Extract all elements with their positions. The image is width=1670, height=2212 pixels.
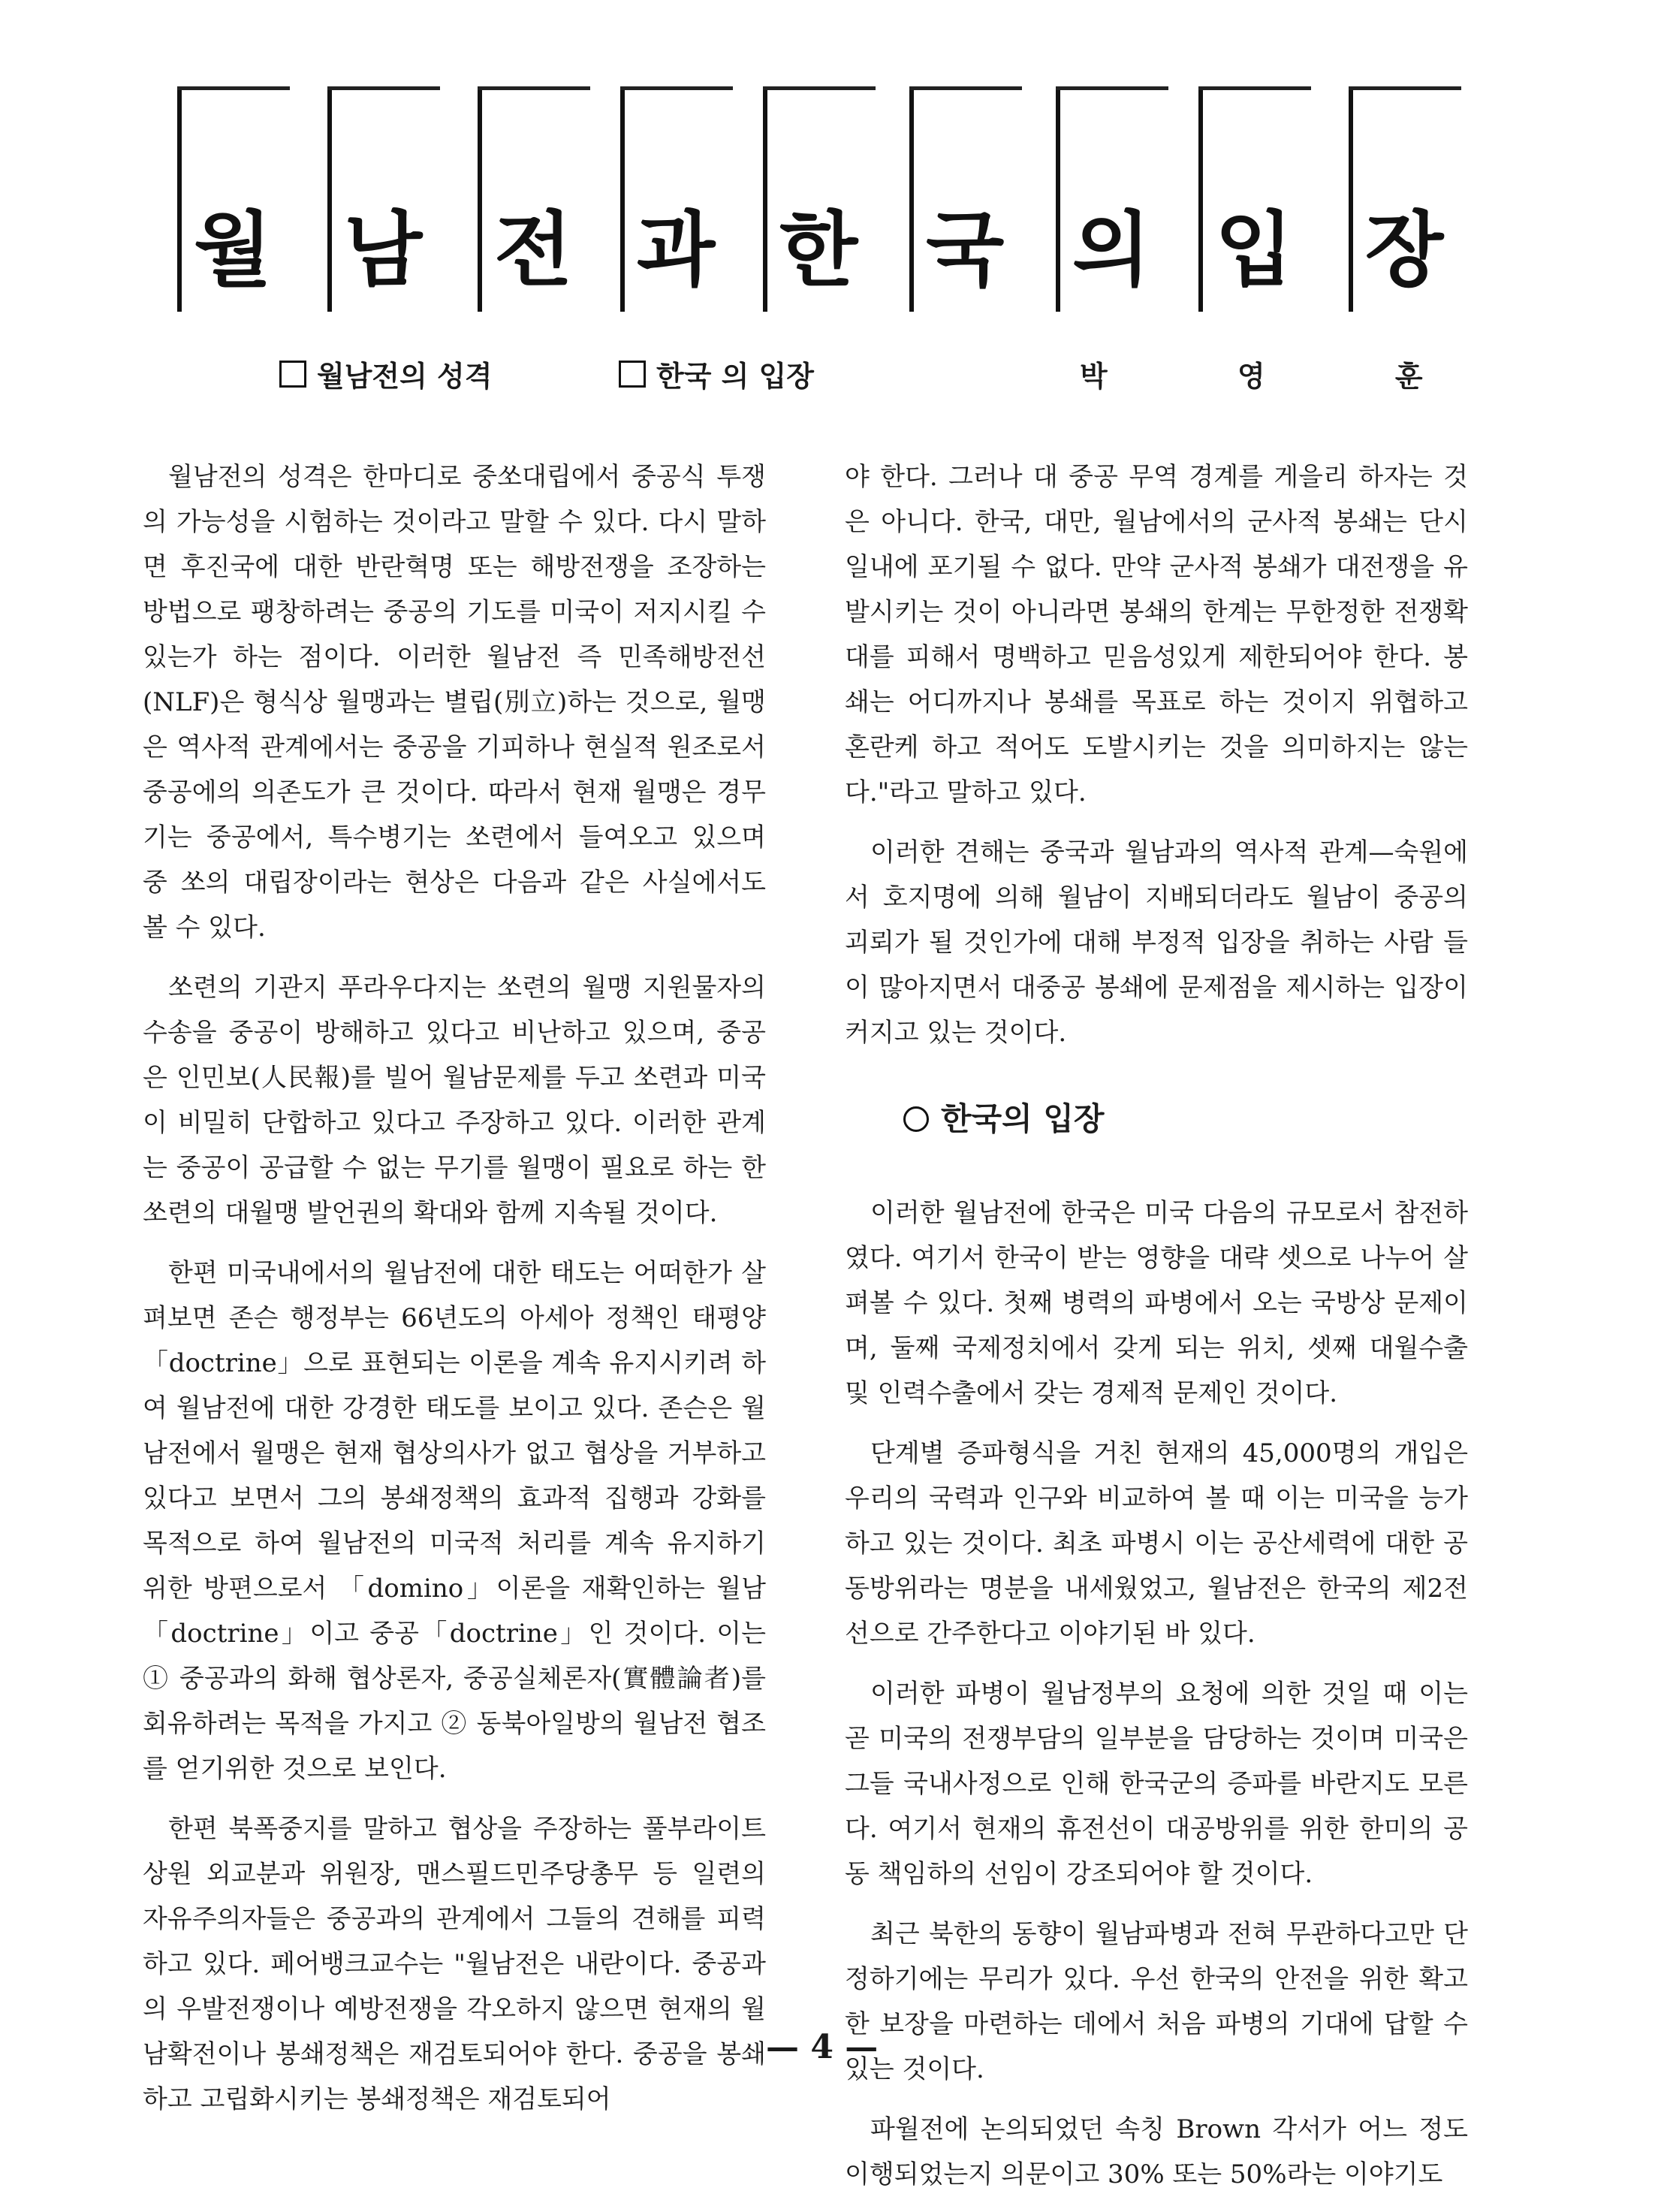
section-heading [903,1100,1468,1138]
page-number: — 4 — [766,2028,879,2066]
subheader-item [279,353,492,394]
paragraph: 야 한다. 그러나 대 중공 무역 경계를 게을리 하자는 것은 아니다. 한국, 대만, 월남에서의 군사적 봉쇄는 단시일내에 포기될 수 없다. 만약 군사적 봉쇄가 대전쟁을 유발시키는 것이 아니라면 봉쇄의 한계는 무한정한 전쟁확대를 피해서 명백하고 믿음성있게 제한되어야 한다. 봉쇄는 어디까지나 봉쇄를 목표로 하는 것이지 위협하고 혼란케 하고 적어도 도발시키는 것을 의미하지는 않는다."라고 말하고 있다. [845,462,1468,807]
paragraph: 이러한 파병이 월남정부의 요청에 의한 것일 때 이는 곧 미국의 전쟁부담의 일부분을 담당하는 것이며 미국은 그들 국내사정으로 인해 한국군의 증파를 바란지도 모른다. 여기서 현재의 휴전선이 대공방위를 위한 한미의 공동 책임하의 선임이 강조되어야 할 것이다. [845,1679,1468,1889]
section-heading-label: 한국의 입장 [941,1100,1105,1137]
checkbox-icon [619,361,646,388]
right-column [845,454,1468,2212]
paragraph: 월남전의 성격은 한마디로 중쏘대립에서 중공식 투쟁의 가능성을 시험하는 것이라고 말할 수 있다. 다시 말하면 후진국에 대한 반란혁명 또는 해방전쟁을 조장하는 방법으로 팽창하려는 중공의 기도를 미국이 저지시킬 수 있는가 하는 점이다. 이러한 월남전 즉 민족해방전선(NLF)은 형식상 월맹과는 별립(別立)하는 것으로, 월맹은 역사적 관계에서는 중공을 기피하나 현실적 원조로서 중공에의 의존도가 큰 것이다. 따라서 현재 월맹은 경무기는 중공에서, 특수병기는 쏘련에서 들여오고 있으며 중 쏘의 대립장이라는 현상은 다음과 같은 사실에서도 볼 수 있다. [143,462,766,943]
paragraph: 한편 미국내에서의 월남전에 대한 태도는 어떠한가 살펴보면 존슨 행정부는 66년도의 아세아 정책인 태평양「doctrine」으로 표현되는 이론을 계속 유지시키려 하여 월남전에 대한 강경한 태도를 보이고 있다. 존슨은 월남전에서 월맹은 현재 협상의사가 없고 협상을 거부하고 있다고 보면서 그의 봉쇄정책의 효과적 집행과 강화를 목적으로 하여 월남전의 미국적 처리를 계속 유지하기 위한 방편으로서 「domino」이론을 재확인하는 월남「doctrine」이고 중공「doctrine」인 것이다. 이는 ① 중공과의 화해 협상론자, 중공실체론자(實體論者)를 회유하려는 목적을 가지고 ② 동북아일방의 월남전 협조를 얻기위한 것으로 보인다. [143,1258,766,1784]
paragraph: 단계별 증파형식을 거친 현재의 45,000명의 개입은 우리의 국력과 인구와 비교하여 볼 때 이는 미국을 능가하고 있는 것이다. 최초 파병시 이는 공산세력에 대한 공동방위라는 명분을 내세웠었고, 월남전은 한국의 제2전선으로 간주한다고 이야기된 바 있다. [845,1438,1468,1649]
title-char: 국 [926,204,1005,297]
paragraph: 이러한 월남전에 한국은 미국 다음의 규모로서 참전하였다. 여기서 한국이 받는 영향을 대략 셋으로 나누어 살펴볼 수 있다. 첫째 병력의 파병에서 오는 국방상 문제이며, 둘째 국제정치에서 갖게 되는 위치, 셋째 대월수출 및 인력수출에서 갖는 경제적 문제인 것이다. [845,1198,1468,1408]
paragraph: 파월전에 논의되었던 속칭 Brown 각서가 어느 정도 이행되었는지 의문이고 30% 또는 50%라는 이야기도 [845,2114,1468,2189]
title-char: 전 [494,204,573,297]
subheader-label: 월남전의 성격 [317,360,493,393]
paragraph: 최근 북한의 동향이 월남파병과 전혀 무관하다고만 단정하기에는 무리가 있다. 우선 한국의 안전을 위한 확고한 보장을 마련하는 데에서 처음 파병의 기대에 답할 수 있는 것이다. [845,1919,1468,2084]
paragraph: 쏘련의 기관지 푸라우다지는 쏘련의 월맹 지원물자의 수송을 중공이 방해하고 있다고 비난하고 있으며, 중공은 인민보(人民報)를 빌어 월남문제를 두고 쏘련과 미국이 비밀히 단합하고 있다고 주장하고 있다. 이러한 관계는 중공이 공급할 수 없는 무기를 월맹이 필요로 하는 한 쏘련의 대월맹 발언권의 확대와 함께 지속될 것이다. [143,973,766,1228]
title-banner [177,86,1514,312]
title-char: 과 [637,204,716,297]
title-char: 한 [779,204,858,297]
title-char: 장 [1365,204,1444,297]
paragraph: 이러한 견해는 중국과 월남과의 역사적 관계—숙원에서 호지명에 의해 월남이 지배되더라도 월남이 중공의 괴뢰가 될 것인가에 대해 부정적 입장을 취하는 사람 들이 많아지면서 대중공 봉쇄에 문제점을 제시하는 입장이 커지고 있는 것이다. [845,837,1468,1048]
subheader-item [619,353,814,394]
subheader-label: 한국 의 입장 [656,360,814,393]
title-char: 월 [194,204,273,297]
left-column [143,454,766,2137]
checkbox-icon [279,361,306,388]
author: 박 영 훈 [1080,360,1483,393]
title-char: 입 [1215,204,1294,297]
title-char: 남 [344,204,423,297]
title-char: 의 [1072,204,1151,297]
circle-icon [903,1106,929,1132]
paragraph: 한편 북폭중지를 말하고 협상을 주장하는 풀부라이트상원 외교분과 위원장, 맨스필드민주당총무 등 일련의 자유주의자들은 중공과의 관계에서 그들의 견해를 피력하고 있다. 페어뱅크교수는 "월남전은 내란이다. 중공과의 우발전쟁이나 예방전쟁을 각오하지 않으면 현재의 월남확전이나 봉쇄정책은 재검토되어야 한다. 중공을 봉쇄하고 고립화시키는 봉쇄정책은 재검토되어 [143,1814,766,2114]
